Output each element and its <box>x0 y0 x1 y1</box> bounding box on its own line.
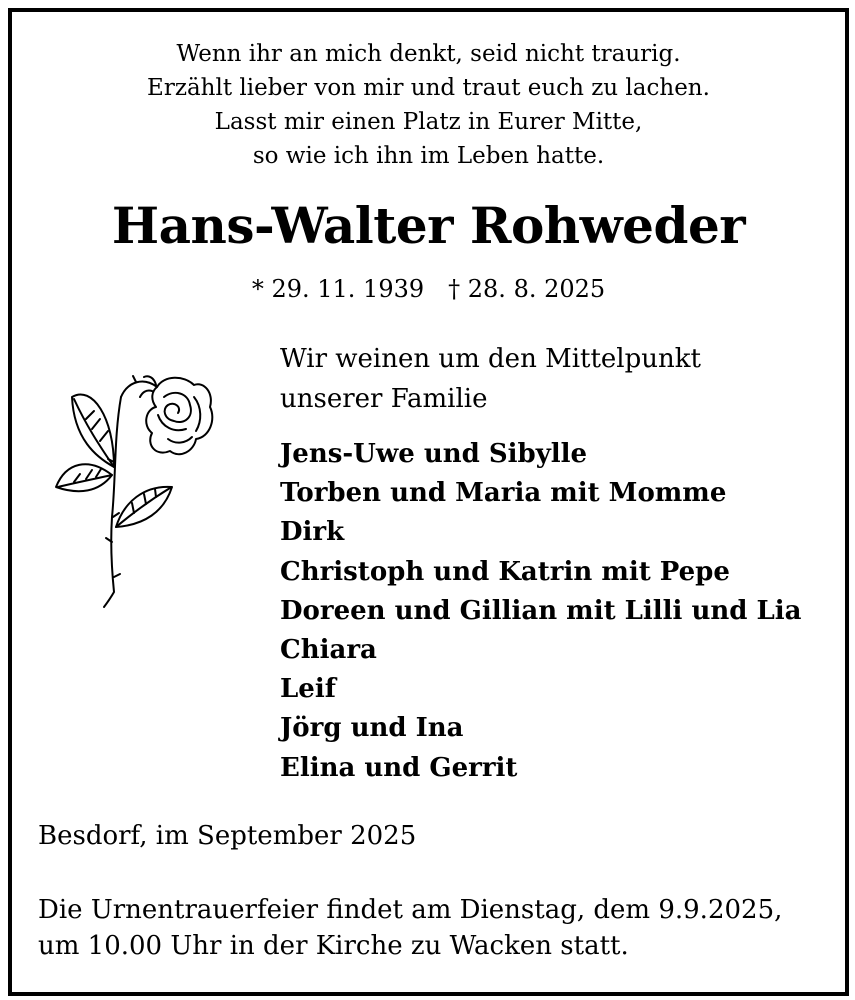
death-date: † 28. 8. 2025 <box>448 275 606 303</box>
place-date: Besdorf, im September 2025 <box>38 821 417 851</box>
family-member: Jens-Uwe und Sibylle <box>280 439 588 469</box>
family-member: Elina und Gerrit <box>280 752 518 783</box>
family-member: Christoph und Katrin mit Pepe <box>280 556 730 587</box>
family-member: Torben und Maria mit Momme <box>280 478 727 509</box>
mourning-text <box>280 339 701 419</box>
rose-icon <box>44 367 214 612</box>
life-dates <box>12 274 845 304</box>
family-member: Leif <box>280 674 336 705</box>
poem-line: Wenn ihr an mich denkt, seid nicht traurig. <box>176 41 681 67</box>
mourning-line: unserer Familie <box>280 384 488 414</box>
mourning-line: Wir weinen um den Mittelpunkt <box>280 344 701 374</box>
poem-line: so wie ich ihn im Leben hatte. <box>252 143 605 169</box>
poem-line: Lasst mir einen Platz in Eurer Mitte, <box>214 109 643 135</box>
poem <box>12 37 845 173</box>
funeral-notice-line: Die Urnentrauerfeier findet am Dienstag, dem 9.9.2025, <box>38 895 783 925</box>
obituary-frame <box>8 8 849 996</box>
family-member: Dirk <box>280 517 345 548</box>
poem-line: Erzählt lieber von mir und traut euch zu lachen. <box>147 75 710 101</box>
deceased-name: Hans-Walter Rohweder <box>111 196 746 255</box>
funeral-notice <box>38 892 782 964</box>
funeral-notice-line: um 10.00 Uhr in der Kirche zu Wacken statt. <box>38 931 629 961</box>
family-member: Doreen und Gillian mit Lilli und Lia <box>280 595 802 626</box>
family-member: Jörg und Ina <box>280 713 464 744</box>
birth-date: * 29. 11. 1939 <box>251 275 425 303</box>
family-list <box>280 435 802 788</box>
family-member: Chiara <box>280 634 377 665</box>
